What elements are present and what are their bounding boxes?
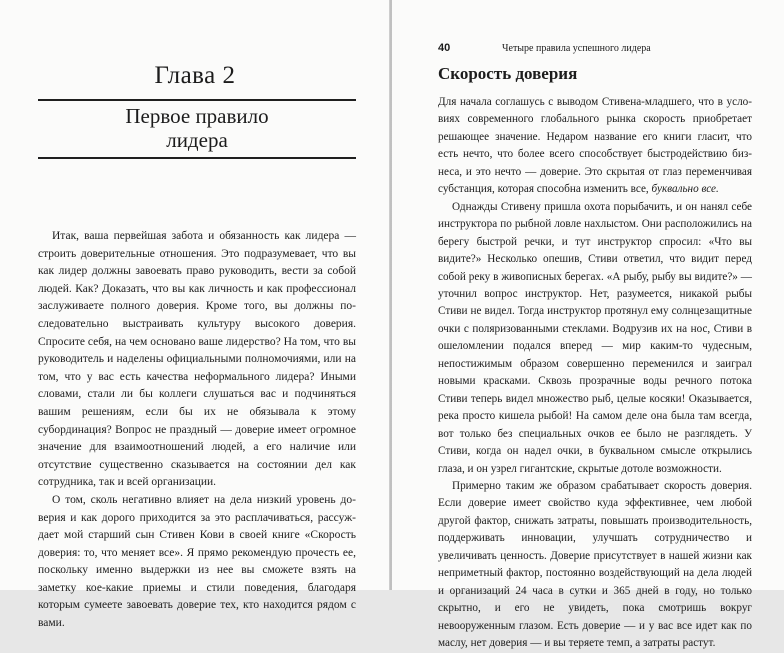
chapter-title-line1: Первое правило xyxy=(125,104,269,128)
section-title: Скорость доверия xyxy=(438,64,578,83)
right-paragraph-1 xyxy=(438,94,752,199)
left-body-text xyxy=(38,228,356,633)
left-paragraph-1: Итак, ваша первейшая забота и обязанность как лидера — строить доверительные отношения. Это подразумевает, что вы как лидер должны завоевать право руководить, вести за собой людей. Как? Доказать, что вы как личность и как профессионал заслуживаете полного доверия. Кроме того, вы должны последовательно выстраивать культуру высокого доверия. Спросите себя, на чем основано ваше лидерство? На том, что вы руководитель и наделены официальными полномочиями, или на том, что у вас есть качества неформального лидера? Иными словами, стали ли бы коллеги слушаться вас и подчиняться вашим решениям, если бы их не обязывала к этому субординация? Вопрос не праздный — доверие имеет огромное значение для взаимоотношений людей, а его наличие или отсутствие существенно сказывается на состоянии дел как сотрудника, так и всей организации. xyxy=(38,230,356,489)
chapter-title-line2: лидера xyxy=(166,128,228,152)
chapter-label: Глава 2 xyxy=(154,62,236,89)
right-paragraph-3: Примерно таким же образом срабатывает скорость доверия. Если доверие имеет свойство куда эффективнее, чем любой другой фактор, снижать затраты, повышать производительность, поддерживать инновации, улучшать сотрудничество и увеличивать ценность. Доверие присутствует в нашей жизни как неприметный фактор, постоянно воздействующий на дела людей и организаций 24 часа в сутки и 365 дней в году, но только скрытно, и его не увидеть, пока смотришь вокруг невооруженным глазом. Есть доверие — и у вас все идет как по маслу, нет доверия — и вы теряете темп, а затраты растут. xyxy=(438,479,752,650)
right-paragraph-2: Однажды Стивену пришла охота порыбачить, и он нанял себе инструктора по рыбной ловле нахлыстом. Они расположились на берегу быстрой речки, и тут инструктор спросил: «Что вы видите?» Несколько опешив, Стиви ответил, что видит перед собой реку в живописных берегах. «А рыбу, рыбу вы видите?» — уточнил вопрос инструктор. Нет, разумеется, никакой рыбы Стиви не видел. Тогда инструктор протянул ему солнцезащитные очки с поляризованными стеклами. Водрузив их на нос, Стиви в ошеломлении подался вперед — мир каким-то чудесным, непостижимым образом совершенно переменился и заиграл новыми красками. Сквозь прозрачные воды речного потока Стиви теперь видел множество рыб, целые косяки! Оказывается, река просто кишела рыбой! На самом деле она была там всегда, вот только без специальных очков ее было не разглядеть. У Стиви, когда он надел очки, в буквальном смысле открылись глаза, и он узрел гигантские, скрытые дотоле возможности. xyxy=(438,200,752,475)
page-number: 40 xyxy=(438,42,451,54)
left-page xyxy=(0,0,390,630)
chapter-rule-top xyxy=(38,99,356,101)
right-page xyxy=(392,0,784,650)
right-paragraph-1-text: Для начала соглашусь с выводом Стивена-младшего, что в условиях современного глобального рынка скорость приобретает решающее значение. Недаром название его книги гласит, что есть нечто, что более всего способствует быстродействию бизнеса, и это нечто — доверие. Это скрытая от глаз переменчивая субстанция, которая способна изменить все, xyxy=(438,96,752,196)
running-title: Четыре правила успешного лидера xyxy=(502,43,651,54)
right-paragraph-1-emphasis: буквально все. xyxy=(651,183,719,196)
chapter-title xyxy=(38,104,356,152)
chapter-rule-bottom xyxy=(38,157,356,159)
right-body-text xyxy=(438,94,752,653)
left-paragraph-2: О том, сколь негативно влияет на дела низкий уровень доверия и как дорого приходится за это расплачиваться, рассуждает мой старший сын Стивен Кови в своей книге «Скорость доверия: то, что меняет все». Я прямо рекомендую прочесть ее, поскольку именно выдержки из нее вы сможете взять на заметку кое-какие приемы и стили поведения, благодаря которым сумеете завоевать доверие тех, кто находится рядом с вами. xyxy=(38,493,356,630)
